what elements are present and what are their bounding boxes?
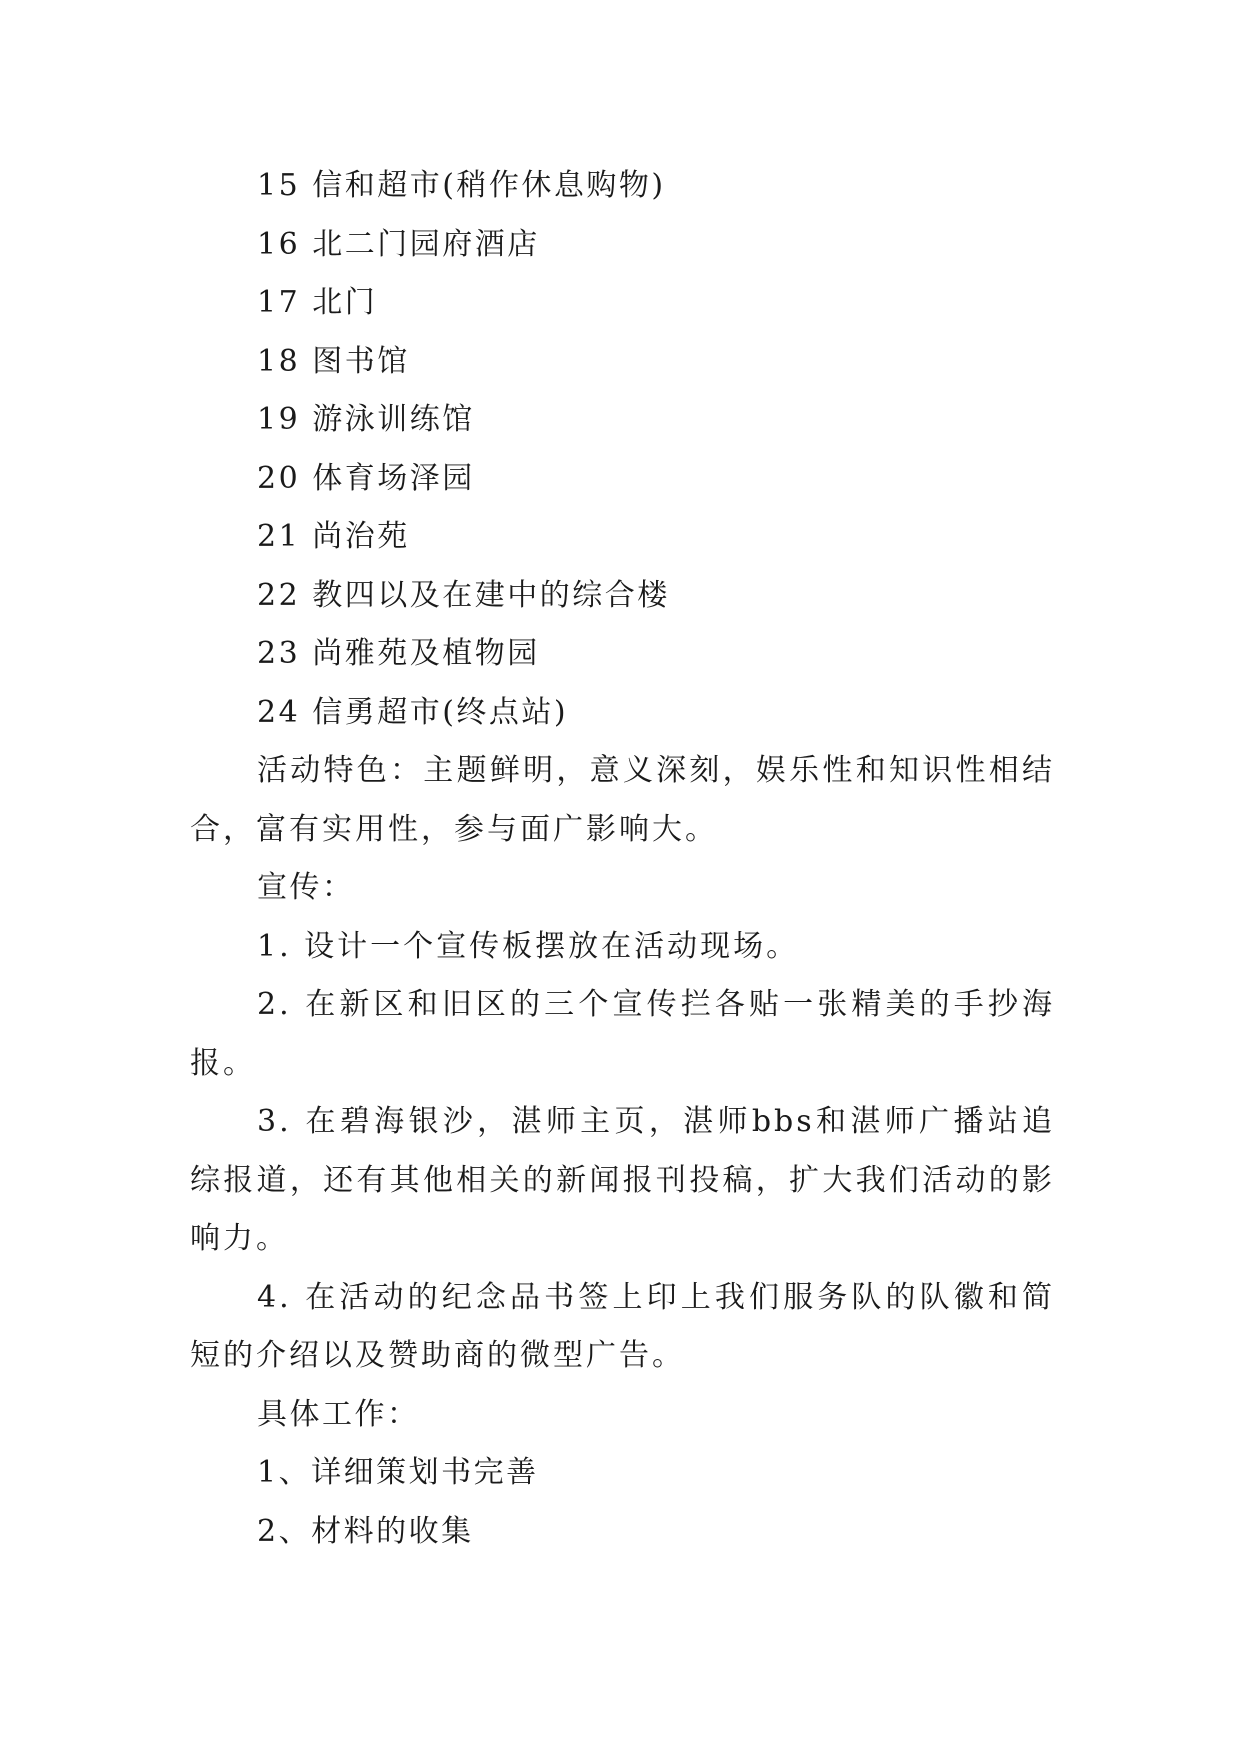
route-item-23: 23 尚雅苑及植物园 bbox=[257, 636, 540, 671]
work-item-1: 1、详细策划书完善 bbox=[257, 1455, 539, 1490]
route-item-20: 20 体育场泽园 bbox=[257, 460, 475, 496]
publicity-item-3: 3. 在碧海银沙，湛师主页，湛师bbs和湛师广播站追综报道，还有其他相关的新闻报刊投稿，扩大我们活动的影响力。 bbox=[190, 1104, 1055, 1256]
document-body bbox=[190, 157, 1055, 1561]
work-item-2: 2、材料的收集 bbox=[257, 1513, 474, 1549]
publicity-item-1: 1. 设计一个宣传板摆放在活动现场。 bbox=[257, 928, 800, 964]
route-item-18: 18 图书馆 bbox=[257, 343, 410, 379]
publicity-item-2: 2. 在新区和旧区的三个宣传拦各贴一张精美的手抄海报。 bbox=[190, 987, 1055, 1081]
work-heading: 具体工作： bbox=[257, 1396, 420, 1432]
route-item-19: 19 游泳训练馆 bbox=[257, 402, 475, 437]
route-item-24: 24 信勇超市(终点站) bbox=[257, 694, 569, 730]
route-item-17: 17 北门 bbox=[257, 285, 378, 320]
publicity-item-4: 4. 在活动的纪念品书签上印上我们服务队的队徽和简短的介绍以及赞助商的微型广告。 bbox=[190, 1279, 1055, 1373]
route-item-21: 21 尚治苑 bbox=[257, 519, 410, 554]
publicity-heading: 宣传： bbox=[257, 870, 355, 905]
route-item-16: 16 北二门园府酒店 bbox=[257, 226, 540, 262]
route-item-15: 15 信和超市(稍作休息购物) bbox=[257, 168, 666, 203]
features-paragraph: 活动特色：主题鲜明，意义深刻，娱乐性和知识性相结合，富有实用性，参与面广影响大。 bbox=[190, 753, 1055, 847]
route-item-22: 22 教四以及在建中的综合楼 bbox=[257, 577, 670, 613]
